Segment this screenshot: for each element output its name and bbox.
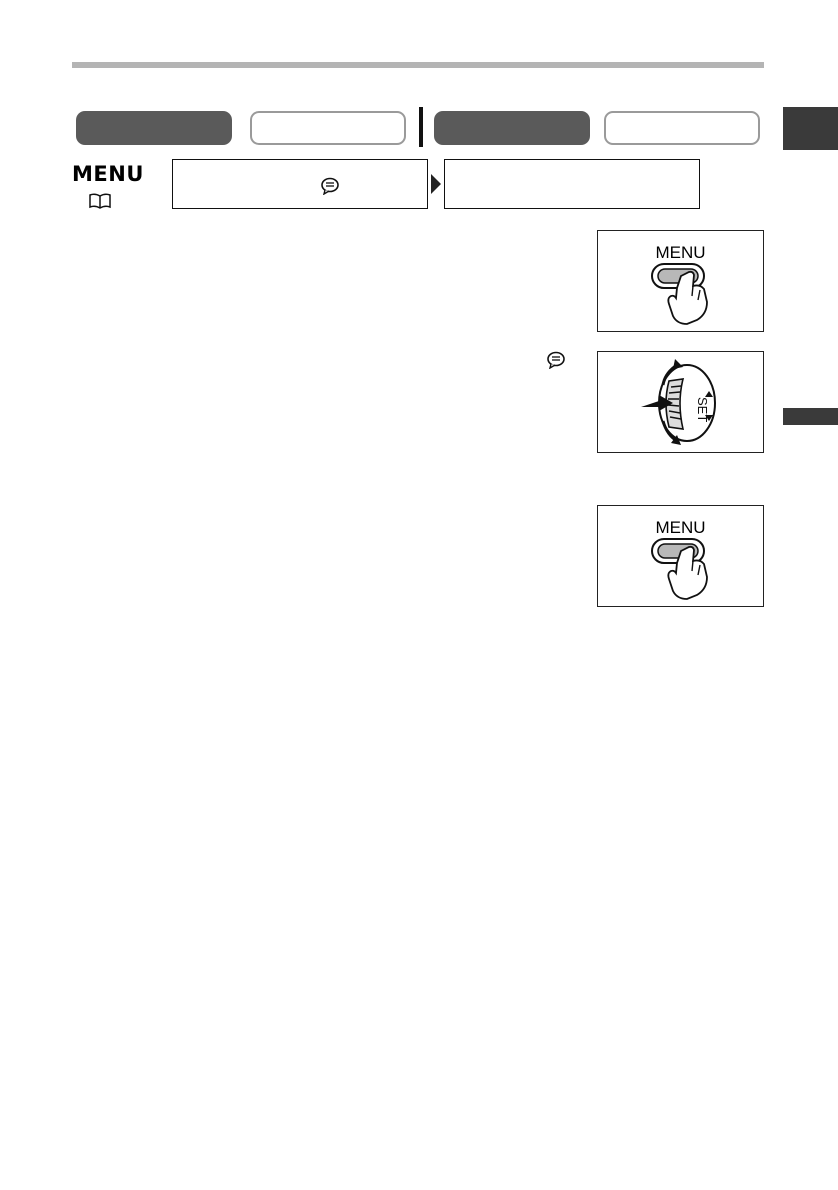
illustration-press-menu-close bbox=[597, 505, 764, 607]
section-tab bbox=[783, 408, 838, 425]
mode-pill-3 bbox=[434, 111, 590, 145]
mode-pill-2 bbox=[250, 111, 406, 145]
illustration-set-dial bbox=[597, 351, 764, 453]
menu-button-label: MENU bbox=[655, 518, 706, 537]
hand-press-button-icon bbox=[597, 505, 764, 607]
mode-pill-1 bbox=[76, 111, 232, 145]
speech-bubble-icon bbox=[320, 177, 340, 195]
mode-divider bbox=[419, 107, 423, 147]
menu-label: MENU bbox=[72, 162, 144, 186]
mode-pill-4 bbox=[604, 111, 760, 145]
set-dial-icon bbox=[597, 351, 764, 453]
menu-button-label: MENU bbox=[655, 243, 706, 262]
menu-path-box-2 bbox=[444, 159, 700, 209]
chapter-tab bbox=[783, 107, 838, 150]
header-rule bbox=[72, 62, 764, 68]
hand-press-button-icon bbox=[597, 230, 764, 332]
path-arrow-icon bbox=[430, 173, 442, 195]
illustration-press-menu bbox=[597, 230, 764, 332]
menu-path-box-1 bbox=[172, 159, 428, 209]
set-label: SET bbox=[695, 397, 710, 423]
speech-bubble-icon bbox=[546, 351, 566, 369]
book-icon bbox=[88, 193, 112, 209]
